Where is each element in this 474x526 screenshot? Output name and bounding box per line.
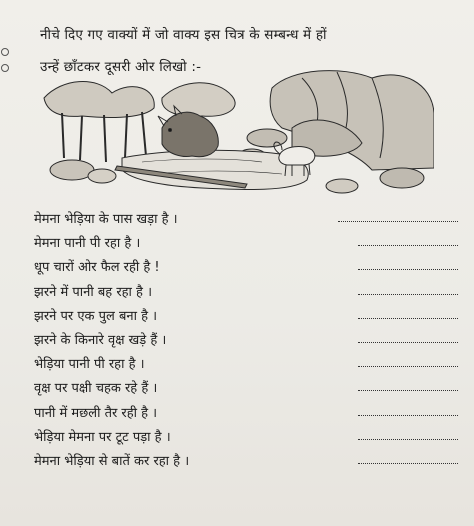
answer-line xyxy=(358,245,458,246)
instruction-line-2: उन्हें छाँटकर दूसरी ओर लिखो :- xyxy=(40,59,202,75)
sentence-list xyxy=(34,205,464,471)
sentence-text: मेमना पानी पी रहा है । xyxy=(34,236,141,252)
sentence-row xyxy=(34,302,464,326)
sentence-text: वृक्ष पर पक्षी चहक रहे हैं । xyxy=(34,381,158,397)
sentence-row xyxy=(34,399,464,423)
answer-line xyxy=(358,294,458,295)
sentence-text: मेमना भेड़िया से बातें कर रहा है । xyxy=(34,453,190,469)
sentence-row xyxy=(34,350,464,374)
answer-line xyxy=(358,269,458,270)
answer-line xyxy=(358,439,458,440)
sentence-row xyxy=(34,423,464,447)
instruction-line-1: नीचे दिए गए वाक्यों में जो वाक्य इस चित्र के सम्बन्ध में हों xyxy=(40,27,327,43)
sentence-row xyxy=(34,229,464,253)
binding-hole xyxy=(1,48,9,56)
binding-hole xyxy=(1,64,9,72)
answer-line xyxy=(358,366,458,367)
sentence-row xyxy=(34,447,464,471)
sentence-text: झरने पर एक पुल बना है । xyxy=(34,308,158,324)
sentence-text: मेमना भेड़िया के पास खड़ा है । xyxy=(34,212,178,227)
answer-line xyxy=(358,415,458,416)
sentence-row xyxy=(34,326,464,350)
sentence-row xyxy=(34,253,464,277)
sentence-text: भेड़िया मेमना पर टूट पड़ा है । xyxy=(34,429,171,445)
sentence-text: झरने के किनारे वृक्ष खड़े हैं । xyxy=(34,332,167,348)
answer-line xyxy=(358,390,458,391)
answer-line xyxy=(338,221,458,222)
sentence-text: भेड़िया पानी पी रहा है । xyxy=(34,357,145,373)
sentence-text: धूप चारों ओर फैल रही है ! xyxy=(34,260,160,276)
sentence-row xyxy=(34,205,464,229)
sentence-row xyxy=(34,374,464,398)
sentence-text: पानी में मछली तैर रही है । xyxy=(34,405,158,421)
wolf-lamb-illustration xyxy=(42,58,434,200)
sentence-text: झरने में पानी बह रहा है । xyxy=(34,284,153,300)
sentence-row xyxy=(34,278,464,302)
answer-line xyxy=(358,463,458,464)
binding-holes xyxy=(0,40,10,100)
answer-line xyxy=(358,342,458,343)
answer-line xyxy=(358,318,458,319)
